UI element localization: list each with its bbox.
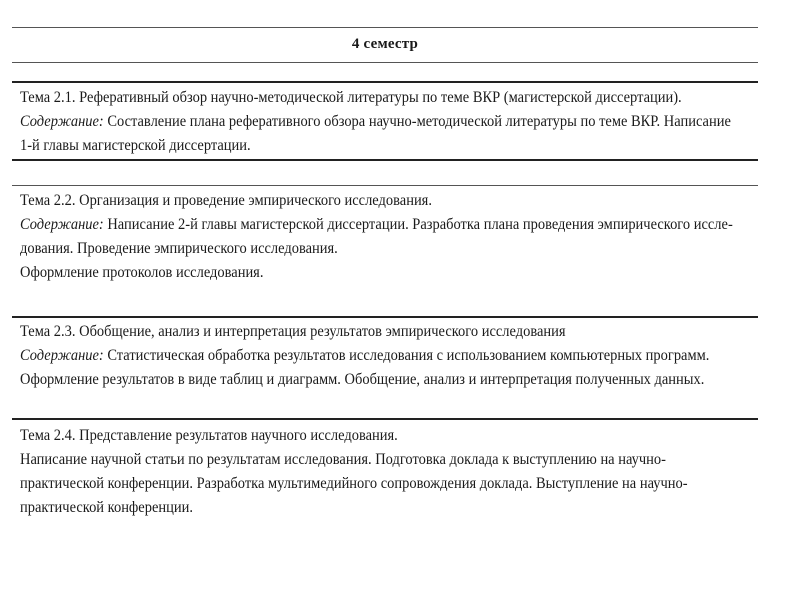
- topic-content: [20, 213, 756, 237]
- topic-title: Тема 2.3. Обобщение, анализ и интерпретация результатов эмпирического исследования: [20, 323, 566, 340]
- topic-text-line-2: практической конференции. Разработка мультимедийного сопровождения доклада. Выступление на научно-: [20, 475, 688, 492]
- content-text-continued: 1-й главы магистерской диссертации.: [20, 137, 251, 154]
- content-text: Составление плана реферативного обзора научно-методической литературы по теме ВКР. Написание: [103, 113, 731, 130]
- content-label: Содержание:: [20, 216, 104, 233]
- content-text-extra: Оформление протоколов исследования.: [20, 264, 264, 281]
- topic-2-4-top-border: [12, 418, 758, 420]
- topic-2-1: [20, 86, 756, 158]
- topic-content: [20, 110, 756, 134]
- topic-2-2: [20, 189, 756, 285]
- content-text-continued: Оформление результатов в виде таблиц и диаграмм. Обобщение, анализ и интерпретация полученных данных.: [20, 371, 705, 388]
- topic-2-3-top-border: [12, 316, 758, 318]
- content-label: Содержание:: [20, 113, 104, 130]
- content-label: Содержание:: [20, 347, 104, 364]
- content-text: Написание 2-й главы магистерской диссертации. Разработка плана проведения эмпирического иссле-: [103, 216, 733, 233]
- semester-header: 4 семестр: [351, 36, 419, 52]
- topic-title: Тема 2.2. Организация и проведение эмпирического исследования.: [20, 192, 432, 209]
- header-bottom-border: [12, 62, 758, 63]
- topic-2-1-top-border: [12, 81, 758, 83]
- topic-text-line-1: Написание научной статьи по результатам исследования. Подготовка доклада к выступлению на научно-: [20, 451, 666, 468]
- topic-text-line-3: практической конференции.: [20, 499, 193, 516]
- content-text-continued: дования. Проведение эмпирического исследования.: [20, 240, 338, 257]
- topic-2-4: [20, 424, 756, 520]
- topic-title: Тема 2.1. Реферативный обзор научно-методической литературы по теме ВКР (магистерской диссертации).: [20, 89, 682, 106]
- topic-2-2-top-border: [12, 185, 758, 186]
- topic-title: Тема 2.4. Представление результатов научного исследования.: [20, 427, 398, 444]
- topic-2-1-bottom-border: [12, 159, 758, 161]
- content-text: Статистическая обработка результатов исследования с использованием компьютерных программ.: [103, 347, 710, 364]
- table-top-border: [12, 27, 758, 28]
- topic-content: [20, 344, 756, 368]
- topic-2-3: [20, 320, 756, 392]
